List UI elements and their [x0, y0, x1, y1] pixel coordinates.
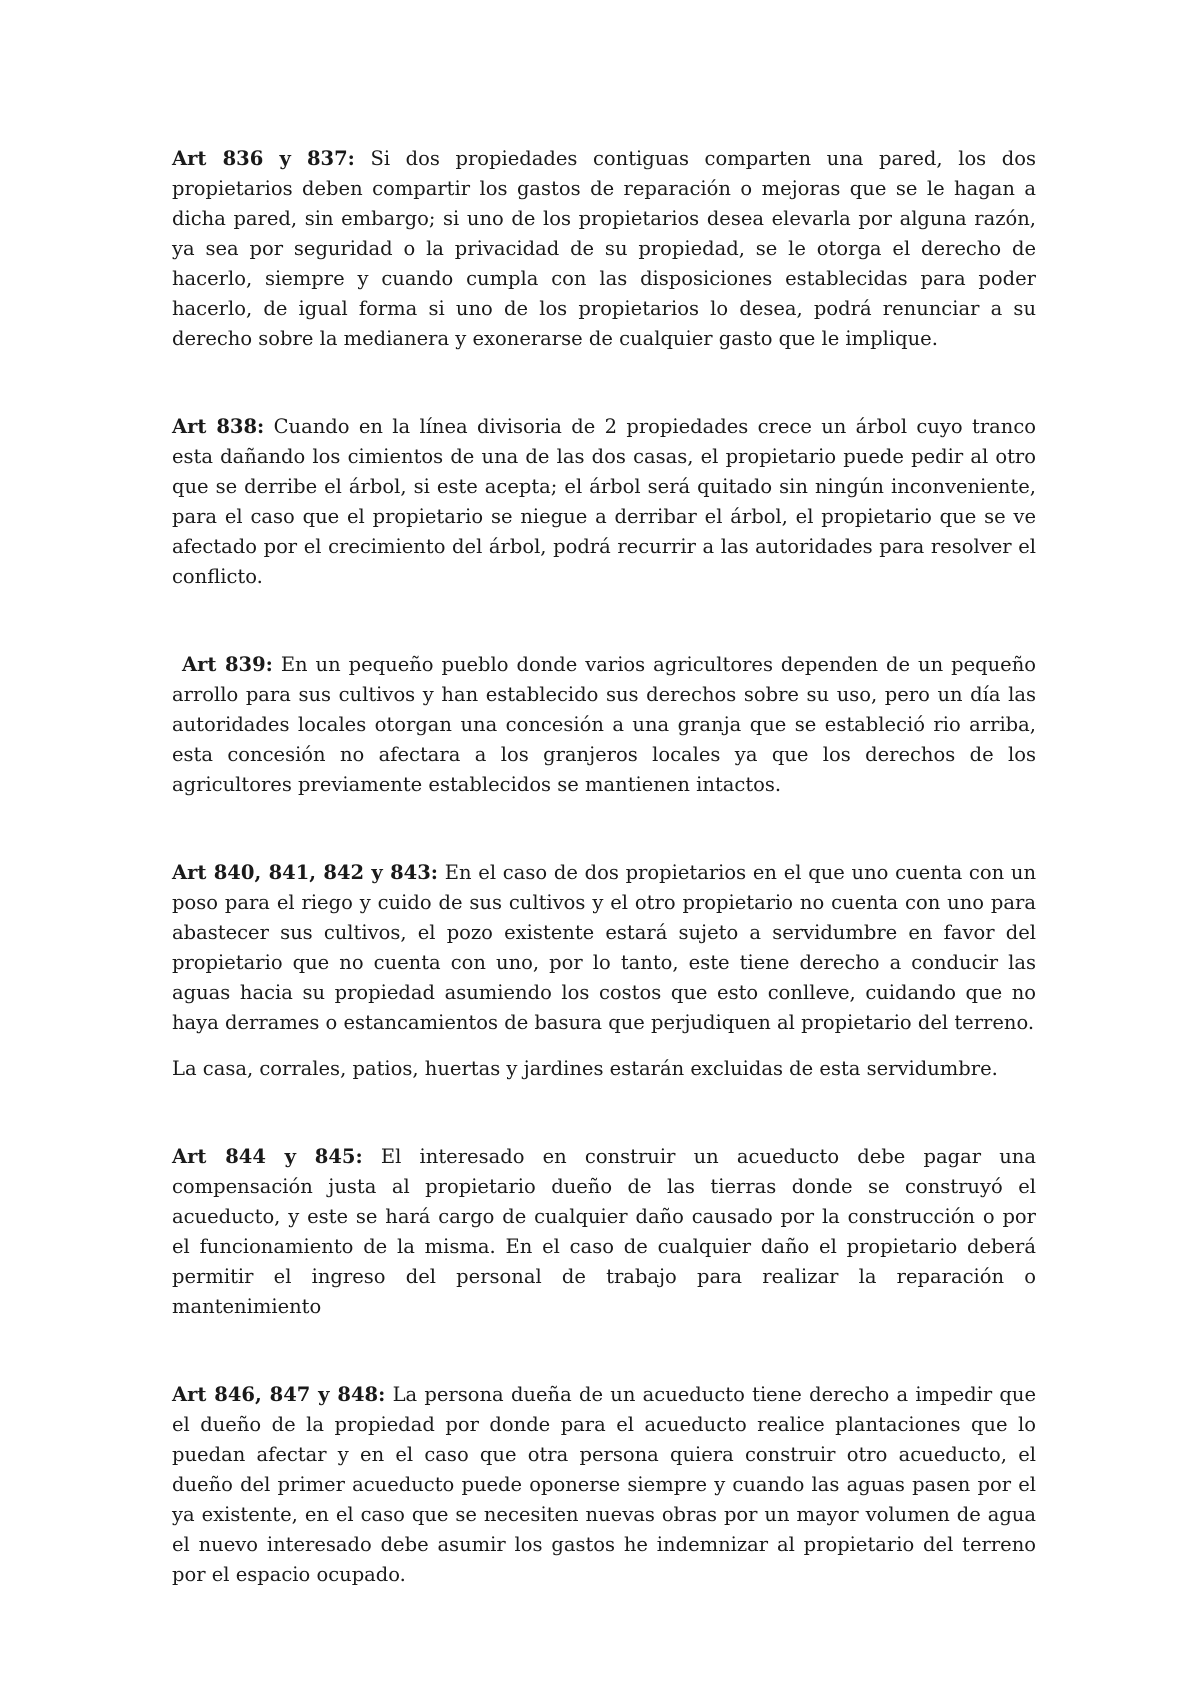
article-paragraph	[172, 1142, 1036, 1322]
article-846-848	[172, 1380, 1036, 1590]
article-heading: Art 846, 847 y 848:	[172, 1383, 386, 1406]
article-text: En el caso de dos propietarios en el que uno cuenta con un poso para el riego y cuido de sus cultivos y el otro propietario no cuenta con uno para abastecer sus cultivos, el pozo existente estará sujeto a servidumbre en favor del propietario que no cuenta con uno, por lo tanto, este tiene derecho a conducir las aguas hacia su propiedad asumiendo los costos que esto conlleve, cuidando que no haya derrames o estancamientos de basura que perjudiquen al propietario del terreno.	[172, 861, 1037, 1034]
article-heading: Art 840, 841, 842 y 843:	[172, 861, 438, 884]
article-paragraph	[172, 1380, 1036, 1590]
article-text: En un pequeño pueblo donde varios agricultores dependen de un pequeño arrollo para sus cultivos y han establecido sus derechos sobre su uso, pero un día las autoridades locales otorgan una concesión a una granja que se estableció rio arriba, esta concesión no afectara a los granjeros locales ya que los derechos de los agricultores previamente establecidos se mantienen intactos.	[172, 653, 1036, 796]
article-838	[172, 412, 1036, 592]
article-text: La persona dueña de un acueducto tiene derecho a impedir que el dueño de la propiedad por donde para el acueducto realice plantaciones que lo puedan afectar y en el caso que otra persona quiera construir otro acueducto, el dueño del primer acueducto puede oponerse siempre y cuando las aguas pasen por el ya existente, en el caso que se necesiten nuevas obras por un mayor volumen de agua el nuevo interesado debe asumir los gastos he indemnizar al propietario del terreno por el espacio ocupado.	[172, 1383, 1037, 1586]
article-844-845	[172, 1142, 1036, 1322]
article-heading: Art 844 y 845:	[172, 1145, 363, 1168]
article-paragraph	[172, 858, 1036, 1038]
article-extra-paragraph: La casa, corrales, patios, huertas y jardines estarán excluidas de esta servidumbre.	[172, 1057, 998, 1080]
article-text: Cuando en la línea divisoria de 2 propiedades crece un árbol cuyo tranco esta dañando los cimientos de una de las dos casas, el propietario puede pedir al otro que se derribe el árbol, si este acepta; el árbol será quitado sin ningún inconveniente, para el caso que el propietario se niegue a derribar el árbol, el propietario que se ve afectado por el crecimiento del árbol, podrá recurrir a las autoridades para resolver el conflicto.	[172, 415, 1036, 588]
article-text: El interesado en construir un acueducto debe pagar una compensación justa al propietario dueño de las tierras donde se construyó el acueducto, y este se hará cargo de cualquier daño causado por la construcción o por el funcionamiento de la misma. En el caso de cualquier daño el propietario deberá permitir el ingreso del personal de trabajo para realizar la reparación o mantenimiento	[172, 1145, 1036, 1318]
article-839	[172, 650, 1036, 800]
article-paragraph	[172, 650, 1036, 800]
article-heading: Art 839:	[182, 653, 273, 676]
article-text: Si dos propiedades contiguas comparten una pared, los dos propietarios deben compartir los gastos de reparación o mejoras que se le hagan a dicha pared, sin embargo; si uno de los propietarios desea elevarla por alguna razón, ya sea por seguridad o la privacidad de su propiedad, se le otorga el derecho de hacerlo, siempre y cuando cumpla con las disposiciones establecidas para poder hacerlo, de igual forma si uno de los propietarios lo desea, podrá renunciar a su derecho sobre la medianera y exonerarse de cualquier gasto que le implique.	[172, 147, 1036, 350]
article-paragraph	[172, 144, 1036, 354]
article-heading: Art 838:	[172, 415, 265, 438]
article-paragraph	[172, 412, 1036, 592]
article-heading: Art 836 y 837:	[172, 147, 355, 170]
document-body	[172, 144, 1036, 1648]
article-840-843	[172, 858, 1036, 1084]
article-836-837	[172, 144, 1036, 354]
